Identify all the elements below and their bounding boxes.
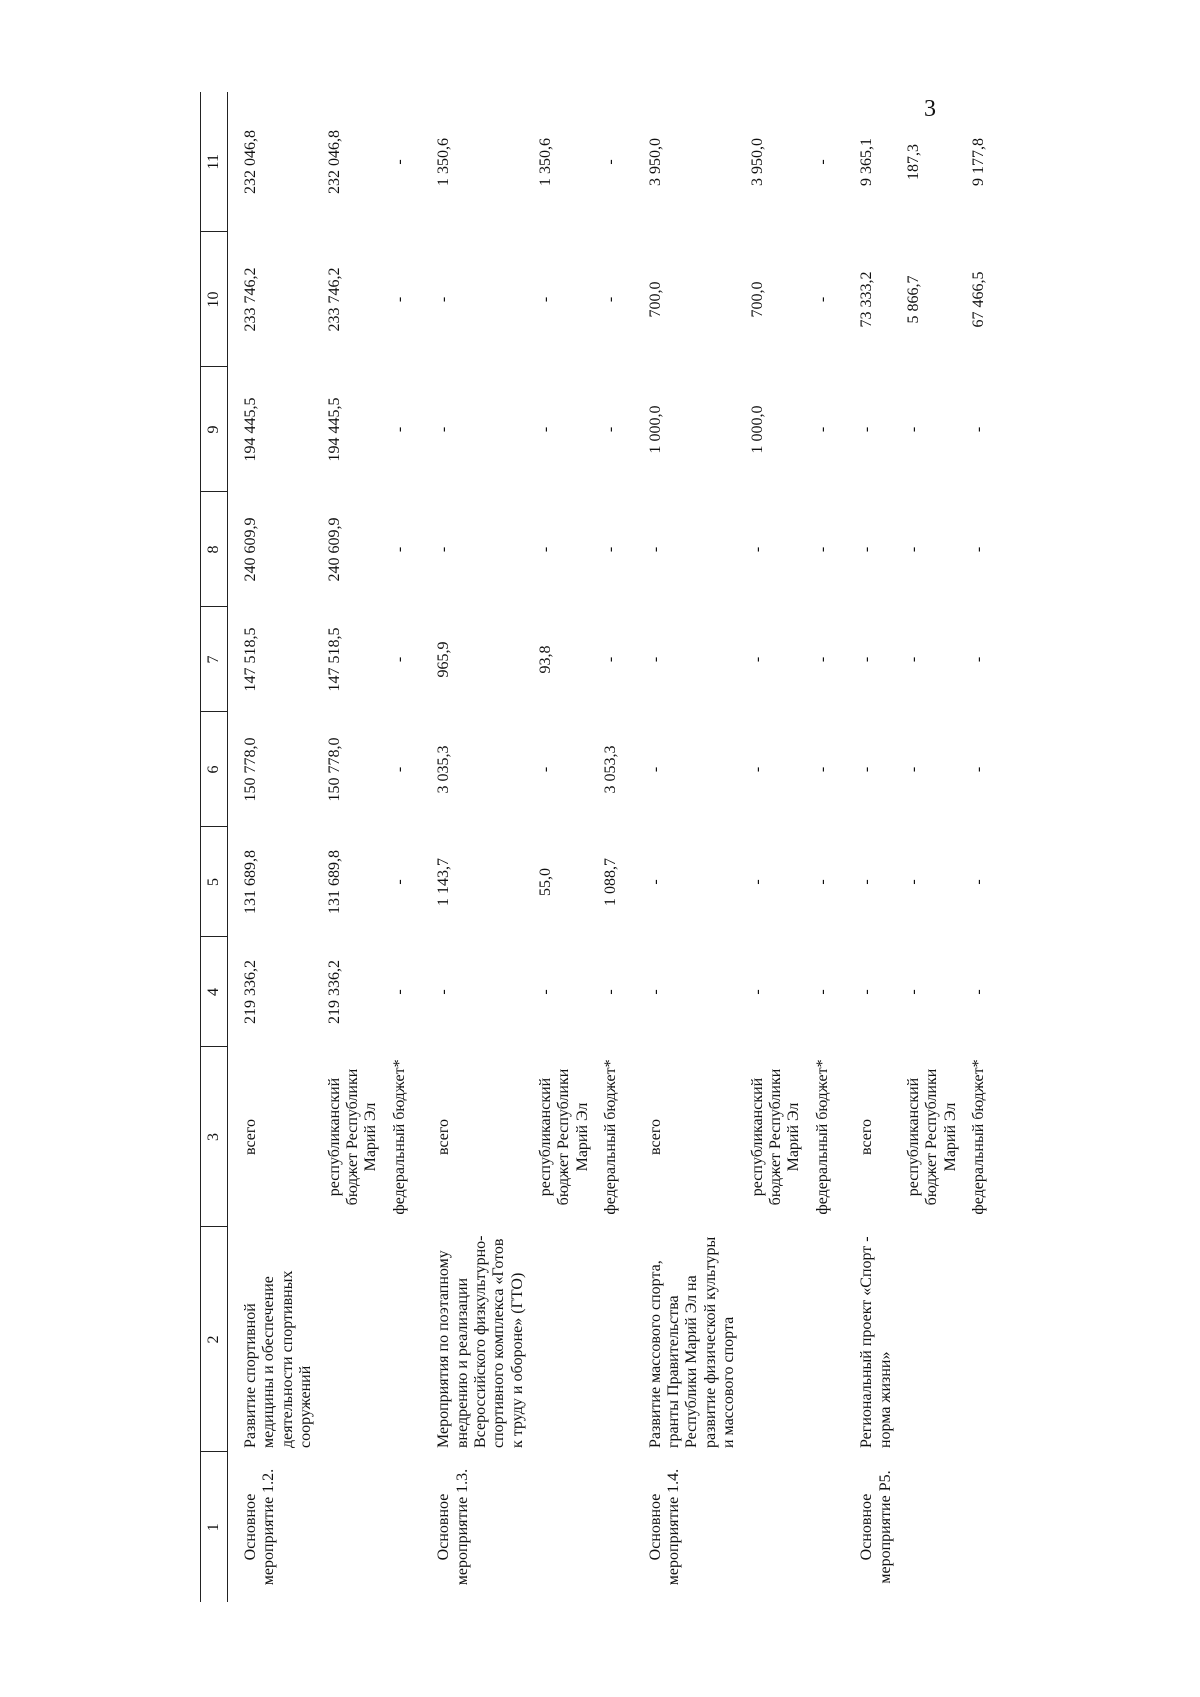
value-cell: - (390, 426, 408, 433)
col-header: 2 (201, 1227, 228, 1452)
col-header: 10 (201, 232, 228, 367)
value-cell: - (435, 546, 453, 553)
table-row (316, 92, 381, 1602)
table-body (228, 92, 989, 1602)
activity-name-cell (592, 1227, 620, 1452)
table-row (409, 92, 527, 1602)
value-cell: - (813, 656, 831, 663)
value-cell: - (970, 879, 988, 885)
value-cell: 150 778,0 (325, 737, 343, 802)
table-row (621, 92, 739, 1602)
activity-name-cell (381, 1227, 409, 1452)
funding-source-cell: республиканский бюджет Республики Марий Эл (748, 1068, 803, 1206)
value-cell: 219 336,2 (325, 960, 343, 1024)
value-cell: - (602, 296, 620, 303)
value-cell: - (904, 766, 922, 773)
funding-source-cell: республиканский бюджет Республики Марий Эл (904, 1068, 959, 1206)
value-cell: 3 950,0 (748, 138, 766, 186)
table-row (592, 92, 620, 1602)
activity-code-cell: Основное мероприятие 1.3. (435, 1468, 471, 1586)
value-cell: 5 866,7 (904, 275, 922, 324)
value-cell: - (904, 426, 922, 433)
value-cell: - (435, 989, 453, 995)
table-row (527, 92, 592, 1602)
col-header: 7 (201, 607, 228, 712)
header-row (201, 92, 228, 1602)
value-cell: 55,0 (537, 868, 555, 896)
funding-source-cell: федеральный бюджет* (602, 1059, 620, 1215)
value-cell: - (390, 989, 408, 995)
value-cell: - (748, 879, 766, 885)
value-cell: - (748, 546, 766, 553)
value-cell: 93,8 (537, 645, 555, 674)
value-cell: - (748, 656, 766, 663)
value-cell: 1 000,0 (748, 405, 766, 454)
funding-source-cell: федеральный бюджет* (813, 1059, 831, 1215)
value-cell: - (537, 766, 555, 773)
value-cell: 1 350,6 (435, 138, 453, 186)
value-cell: - (970, 989, 988, 995)
activity-code-cell (527, 1452, 592, 1602)
value-cell: 150 778,0 (242, 737, 259, 802)
value-cell: 1 088,7 (602, 858, 620, 906)
value-cell: - (646, 989, 664, 995)
value-cell: 1 350,6 (537, 138, 555, 186)
value-cell: - (970, 426, 988, 433)
funding-source-cell: федеральный бюджет* (390, 1059, 408, 1215)
value-cell: 73 333,2 (858, 271, 876, 328)
activity-code-cell (804, 1452, 832, 1602)
activity-name-cell: Развитие массового спорта, гранты Правительства Республики Марий Эл на развитие физической культуры и массового спорта (646, 1236, 738, 1448)
value-cell: - (537, 296, 555, 303)
activity-name-cell: Мероприятия по поэтапному внедрению и реализации Всероссийского физкультурно-спортивного комплекса «Готов к труду и обороне» (ГТО) (435, 1235, 526, 1448)
col-header: 11 (201, 92, 228, 232)
value-cell: - (904, 989, 922, 995)
funding-source-cell: всего (435, 1118, 453, 1156)
activity-name-cell: Развитие спортивной медицины и обеспечение деятельности спортивных сооружений (242, 1270, 315, 1448)
value-cell: - (390, 766, 408, 773)
value-cell: - (602, 546, 620, 553)
activity-name-cell (739, 1227, 804, 1452)
value-cell: 1 143,7 (435, 858, 453, 906)
activity-code-cell (895, 1452, 960, 1602)
value-cell: 147 518,5 (242, 627, 259, 692)
col-header: 4 (201, 937, 228, 1047)
value-cell: - (646, 879, 664, 885)
value-cell: 1 000,0 (646, 405, 664, 454)
table-row (228, 92, 316, 1602)
activity-code-cell: Основное мероприятие 1.4. (646, 1468, 683, 1586)
value-cell: 194 445,5 (242, 397, 259, 462)
activity-code-cell: Основное мероприятие 1.2. (242, 1468, 278, 1586)
value-cell: 67 466,5 (970, 271, 988, 328)
value-cell: - (390, 159, 408, 165)
value-cell: - (858, 989, 876, 995)
col-header: 8 (201, 492, 228, 607)
col-header: 3 (201, 1047, 228, 1227)
value-cell: - (813, 426, 831, 433)
value-cell: 147 518,5 (325, 627, 343, 692)
value-cell: - (537, 426, 555, 433)
table-row (895, 92, 960, 1602)
value-cell: - (858, 546, 876, 553)
rotated-table-container (200, 92, 1042, 1602)
value-cell: - (602, 159, 620, 165)
value-cell: - (390, 879, 408, 885)
value-cell: - (813, 879, 831, 885)
value-cell: 233 746,2 (325, 267, 343, 332)
value-cell: 219 336,2 (242, 960, 259, 1024)
activity-name-cell (960, 1227, 988, 1452)
value-cell: 9 177,8 (970, 138, 988, 186)
value-cell: - (602, 989, 620, 995)
activity-code-cell (739, 1452, 804, 1602)
value-cell: 3 035,3 (435, 745, 453, 794)
value-cell: - (970, 766, 988, 773)
value-cell: - (813, 766, 831, 773)
value-cell: 240 609,9 (325, 517, 343, 582)
page-number: 3 (924, 96, 936, 122)
value-cell: 9 365,1 (858, 138, 876, 186)
col-header: 5 (201, 827, 228, 937)
value-cell: - (390, 656, 408, 663)
value-cell: - (813, 296, 831, 303)
value-cell: - (858, 766, 876, 773)
value-cell: - (970, 546, 988, 553)
value-cell: - (602, 656, 620, 663)
funding-source-cell: федеральный бюджет* (970, 1059, 988, 1215)
value-cell: 194 445,5 (325, 397, 343, 462)
col-header: 1 (201, 1452, 228, 1602)
table-row (832, 92, 895, 1602)
value-cell: 131 689,8 (242, 850, 259, 914)
value-cell: - (646, 546, 664, 553)
activity-code-cell (592, 1452, 620, 1602)
value-cell: - (646, 656, 664, 663)
funding-source-cell: республиканский бюджет Республики Марий Эл (537, 1068, 591, 1206)
value-cell: 700,0 (748, 281, 766, 318)
activity-code-cell (316, 1452, 381, 1602)
value-cell: - (646, 766, 664, 773)
funding-source-cell: всего (646, 1118, 664, 1156)
value-cell: - (748, 989, 766, 995)
value-cell: - (390, 296, 408, 303)
value-cell: - (970, 656, 988, 663)
value-cell: - (813, 546, 831, 553)
activity-code-cell: Основное мероприятие Р5. (858, 1470, 894, 1584)
value-cell: - (858, 879, 876, 885)
value-cell: - (537, 546, 555, 553)
table-row (804, 92, 832, 1602)
value-cell: - (858, 656, 876, 663)
value-cell: 232 046,8 (242, 130, 259, 194)
value-cell: - (813, 159, 831, 165)
value-cell: 3 950,0 (646, 138, 664, 186)
activity-code-cell (960, 1452, 988, 1602)
table-row (739, 92, 804, 1602)
value-cell: - (904, 656, 922, 663)
value-cell: - (602, 426, 620, 433)
activity-name-cell (316, 1227, 381, 1452)
value-cell: 3 053,3 (602, 745, 620, 794)
value-cell: - (858, 426, 876, 433)
value-cell: 700,0 (646, 281, 664, 318)
budget-table (200, 92, 989, 1602)
value-cell: - (435, 426, 453, 433)
value-cell: 240 609,9 (242, 517, 259, 582)
col-header: 9 (201, 367, 228, 492)
funding-source-cell: республиканский бюджет Республики Марий Эл (325, 1068, 380, 1206)
value-cell: - (390, 546, 408, 553)
value-cell: - (537, 989, 555, 995)
value-cell: 187,3 (904, 144, 922, 180)
value-cell: 131 689,8 (325, 850, 343, 914)
funding-source-cell: всего (858, 1118, 876, 1156)
activity-name-cell (895, 1227, 960, 1452)
col-header: 6 (201, 712, 228, 827)
value-cell: 965,9 (435, 641, 453, 678)
funding-source-cell: всего (242, 1118, 259, 1156)
value-cell: 232 046,8 (325, 130, 343, 194)
table-row (381, 92, 409, 1602)
table-row (960, 92, 988, 1602)
activity-name-cell (804, 1227, 832, 1452)
value-cell: - (904, 546, 922, 553)
activity-name-cell: Региональный проект «Спорт - норма жизни» (858, 1236, 894, 1448)
value-cell: - (435, 296, 453, 303)
value-cell: - (748, 766, 766, 773)
activity-code-cell (381, 1452, 409, 1602)
activity-name-cell (527, 1227, 592, 1452)
value-cell: - (813, 989, 831, 995)
value-cell: 233 746,2 (242, 267, 259, 332)
value-cell: - (904, 879, 922, 885)
